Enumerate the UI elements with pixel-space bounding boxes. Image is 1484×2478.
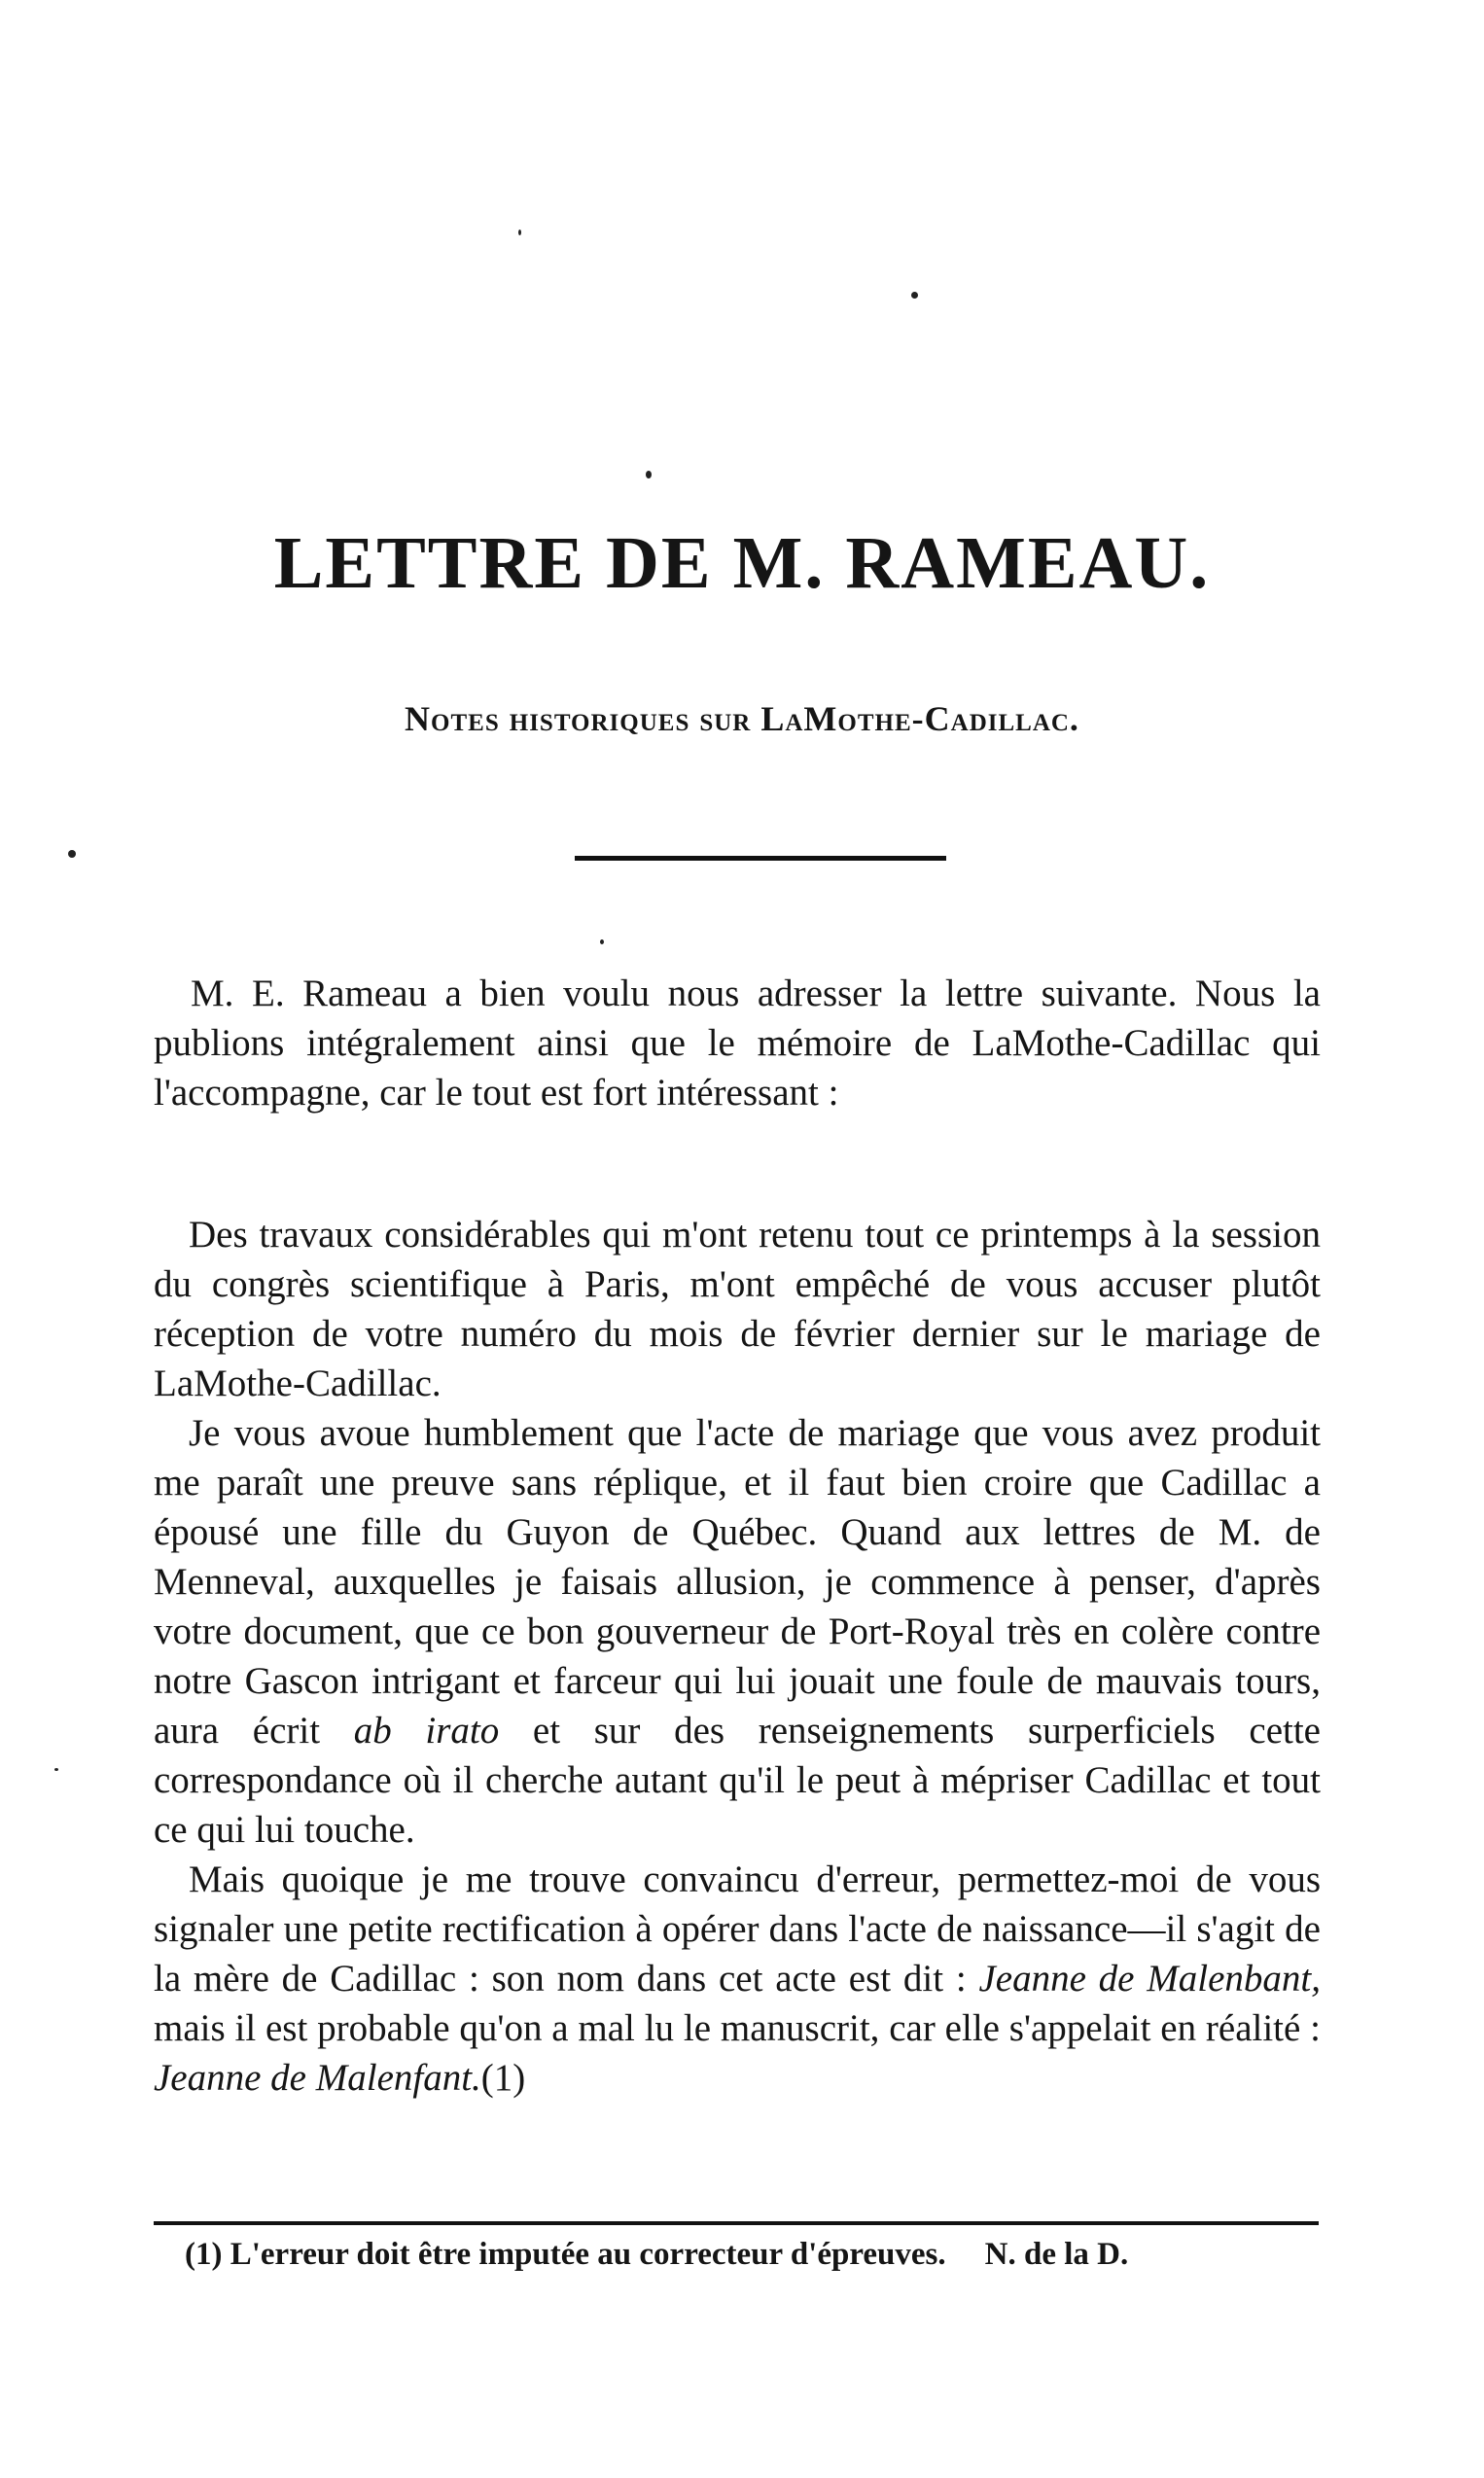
italic-phrase: ab irato <box>353 1710 500 1752</box>
letter-body <box>154 1210 1321 2103</box>
scan-speck <box>646 471 652 478</box>
letter-paragraph-2 <box>154 1408 1321 1855</box>
scan-speck <box>68 850 76 858</box>
italic-name-1: Jeanne de Malenbant, <box>978 1958 1322 2000</box>
page-title: LETTRE DE M. RAMEAU. <box>273 522 1211 604</box>
intro-paragraph-block <box>154 969 1321 1117</box>
paragraph-3-text-b: mais il est probable qu'on a mal lu le manuscrit, car elle s'appelait en réalité : <box>154 2007 1321 2049</box>
footnote-signature: N. de la D. <box>984 2237 1129 2272</box>
scan-speck <box>911 292 918 299</box>
footnote-text: (1) L'erreur doit être imputée au correcteur d'épreuves. <box>185 2237 946 2272</box>
italic-name-2: Jeanne de Malenfant. <box>154 2057 481 2099</box>
title-divider <box>575 856 946 861</box>
page-subtitle: Notes historiques sur LaMothe-Cadillac. <box>405 699 1079 738</box>
footnote-divider <box>154 2221 1319 2225</box>
scan-speck <box>54 1768 58 1771</box>
letter-paragraph-1: Des travaux considérables qui m'ont retenu tout ce printemps à la session du congrès scientifique à Paris, m'ont empêché de vous accuser plutôt réception de votre numéro du mois de février dernier sur le mariage de LaMothe-Cadillac. <box>154 1214 1321 1404</box>
paragraph-2-text: Je vous avoue humblement que l'acte de mariage que vous avez produit me paraît une preuve sans réplique, et il faut bien croire que Cadillac a épousé une fille du Guyon de Québec. Quand aux lettres de M. de Menneval, auxquelles je faisais allusion, je commence à penser, d'après votre document, que ce bon gouverneur de Port-Royal très en colère contre notre Gascon intrigant et farceur qui lui jouait une foule de mauvais tours, aura écrit <box>154 1412 1321 1752</box>
scan-speck <box>600 939 604 944</box>
scan-speck <box>518 230 521 235</box>
paragraph-3-text-a: Mais quoique je me trouve convaincu d'erreur, permettez-moi de vous signaler une petite rectification à opérer dans l'acte de naissance—il s'agit de la mère de Cadillac : son nom dans cet acte est dit : <box>154 1858 1321 2000</box>
paragraph-2-end: et sur des renseignements surperficiels cette correspondance où il cherche autant qu'il le peut à mépriser Cadillac et tout ce qui lui touche. <box>154 1710 1321 1851</box>
footnote <box>185 2233 1313 2276</box>
intro-paragraph: M. E. Rameau a bien voulu nous adresser la lettre suivante. Nous la publions intégralement ainsi que le mémoire de LaMothe-Cadillac qui l'accompagne, car le tout est fort intéressant : <box>154 973 1321 1114</box>
footnote-reference: (1) <box>480 2057 526 2099</box>
letter-paragraph-3 <box>154 1855 1321 2103</box>
